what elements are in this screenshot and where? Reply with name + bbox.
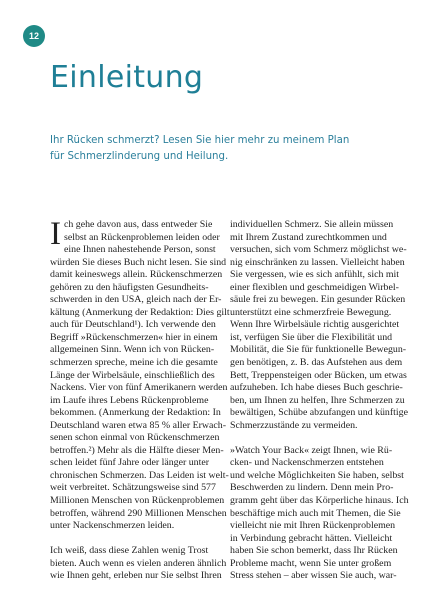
text-line: ist, verfügen Sie über die Flexibilität und [230, 331, 393, 343]
page-number: 12 [28, 31, 39, 41]
lead-line: Ihr Rücken schmerzt? Lesen Sie hier mehr zu meinem Plan [50, 135, 350, 146]
text-line: Sie vergessen, wie es sich anfühlt, sich mit [230, 269, 400, 281]
text-line: gramm geht über das Körperliche hinaus. Ich [230, 494, 409, 506]
text-line: eine Ihnen nahestehende Person, sonst [64, 244, 216, 256]
text-line: versuchen, sich vom Schmerz möglichst we- [230, 244, 407, 256]
text-line: »Watch Your Back« zeigt Ihnen, wie Rü- [230, 444, 393, 456]
text-line: mit Ihrem Zustand zurechtkommen und [230, 231, 387, 243]
text-line: unter Nackenschmerzen leiden. [50, 520, 175, 532]
right-paragraph-1 [230, 219, 408, 432]
drop-cap: I [50, 216, 61, 252]
text-line: unterstützt eine schmerzfreie Bewegung. [230, 306, 392, 318]
text-line: vielleicht nie mit Ihren Rückenproblemen [230, 520, 396, 532]
text-line: senen schon einmal von Rückenschmerzen [50, 432, 220, 444]
text-line: würden Sie dieses Buch nicht lesen. Sie sind [50, 256, 227, 268]
text-line: und welche Möglichkeiten Sie haben, selbst [230, 469, 404, 481]
text-line: selbst an Rückenproblemen leiden oder [64, 231, 220, 243]
text-line: aufzuheben. Ich habe dieses Buch geschrie- [230, 382, 403, 394]
text-line: einer flexiblen und geschmeidigen Wirbel- [230, 281, 399, 293]
left-paragraph-1 [50, 216, 230, 533]
text-line: Millionen Menschen von Rückenproblemen [50, 495, 225, 507]
text-line: beschäftige mich auch mit Themen, die Sie [230, 507, 401, 519]
right-text-column [230, 219, 409, 583]
text-line: Ich weiß, dass diese Zahlen wenig Trost [50, 545, 209, 557]
text-line: damit keineswegs allein. Rückenschmerzen [50, 269, 223, 281]
text-line: cken- und Nackenschmerzen entstehen [230, 457, 384, 469]
text-line: gehören zu den häufigsten Gesundheits- [50, 281, 209, 293]
text-line: Länge der Wirbelsäule, einschließlich des [50, 369, 215, 381]
text-line: Schmerzzustände zu vermeiden. [230, 419, 358, 431]
text-line: ch gehe davon aus, dass entweder Sie [64, 219, 213, 230]
text-line: auch für Deutschland¹). Ich verwende den [50, 319, 216, 331]
text-line: Beschwerden zu lindern. Denn mein Pro- [230, 482, 394, 494]
text-line: Mobilität, die Sie für funktionelle Bewegun- [230, 344, 407, 356]
right-paragraph-2 [230, 444, 409, 583]
paragraph-gap [50, 533, 225, 546]
text-line: betroffen.²) Mehr als die Hälfte dieser Men- [50, 444, 224, 456]
text-line: gen benötigen, z. B. das Aufstehen aus dem [230, 357, 403, 369]
left-text-column [50, 216, 230, 583]
text-line: bekommen. (Anmerkung der Redaktion: In [50, 407, 221, 419]
text-line: individuellen Schmerz. Sie allein müssen [230, 219, 394, 230]
text-line: Stress stehen – aber wissen Sie auch, war- [230, 570, 397, 582]
text-line: schen leidet fünf Jahre oder länger unter [50, 457, 210, 469]
text-line: ben, um Ihnen zu helfen, Ihre Schmerzen zu [230, 394, 405, 406]
left-paragraph-2 [50, 545, 225, 583]
text-line: schmerzen spreche, meine ich die gesamte [50, 357, 218, 369]
text-line: Begriff »Rückenschmerzen« hier in einem [50, 331, 218, 343]
text-line: bewältigen, Schübe abzufangen und künftige [230, 407, 408, 419]
text-line: im Laufe ihres Lebens Rückenprobleme [50, 394, 209, 406]
text-line: in Verbindung gebracht hätten. Vielleicht [230, 532, 393, 544]
chapter-title: Einleitung [50, 60, 204, 95]
text-line: kältung (Anmerkung der Redaktion: Dies gilt [50, 306, 230, 318]
text-line: Deutschland waren etwa 85 % aller Erwach- [50, 419, 227, 431]
lead-paragraph [50, 133, 390, 165]
text-line: chronischen Schmerzen. Das Leiden ist welt- [50, 469, 229, 481]
text-line: wie Ihnen geht, erleben nur Sie selbst Ihren [50, 570, 222, 582]
text-line: Probleme macht, wenn Sie unter großem [230, 557, 392, 569]
lead-line: für Schmerzlinderung und Heilung. [50, 151, 229, 162]
text-line: schwerden in den USA, gleich nach der Er- [50, 294, 222, 306]
page-number-badge [23, 25, 45, 47]
text-line: bieten. Auch wenn es vielen anderen ähnlich [50, 557, 227, 569]
text-line: Nackens. Vier von fünf Amerikanern werden [50, 382, 228, 394]
text-line: betroffen, während 290 Millionen Menschen [50, 507, 227, 519]
text-line: säule frei zu bewegen. Ein gesunder Rücken [230, 294, 406, 306]
text-line: Bett, Treppensteigen oder Bücken, um etwas [230, 369, 407, 381]
text-line: allgemeinen Sinn. Wenn ich von Rücken- [50, 344, 215, 356]
text-line: Wenn Ihre Wirbelsäule richtig ausgerichtet [230, 319, 400, 331]
paragraph-gap [230, 432, 405, 445]
text-line: haben Sie schon bemerkt, dass Ihr Rücken [230, 545, 398, 557]
text-line: weit verbreitet. Schätzungsweise sind 577 [50, 482, 216, 494]
text-line: nig einschränken zu lassen. Vielleicht haben [230, 256, 405, 268]
